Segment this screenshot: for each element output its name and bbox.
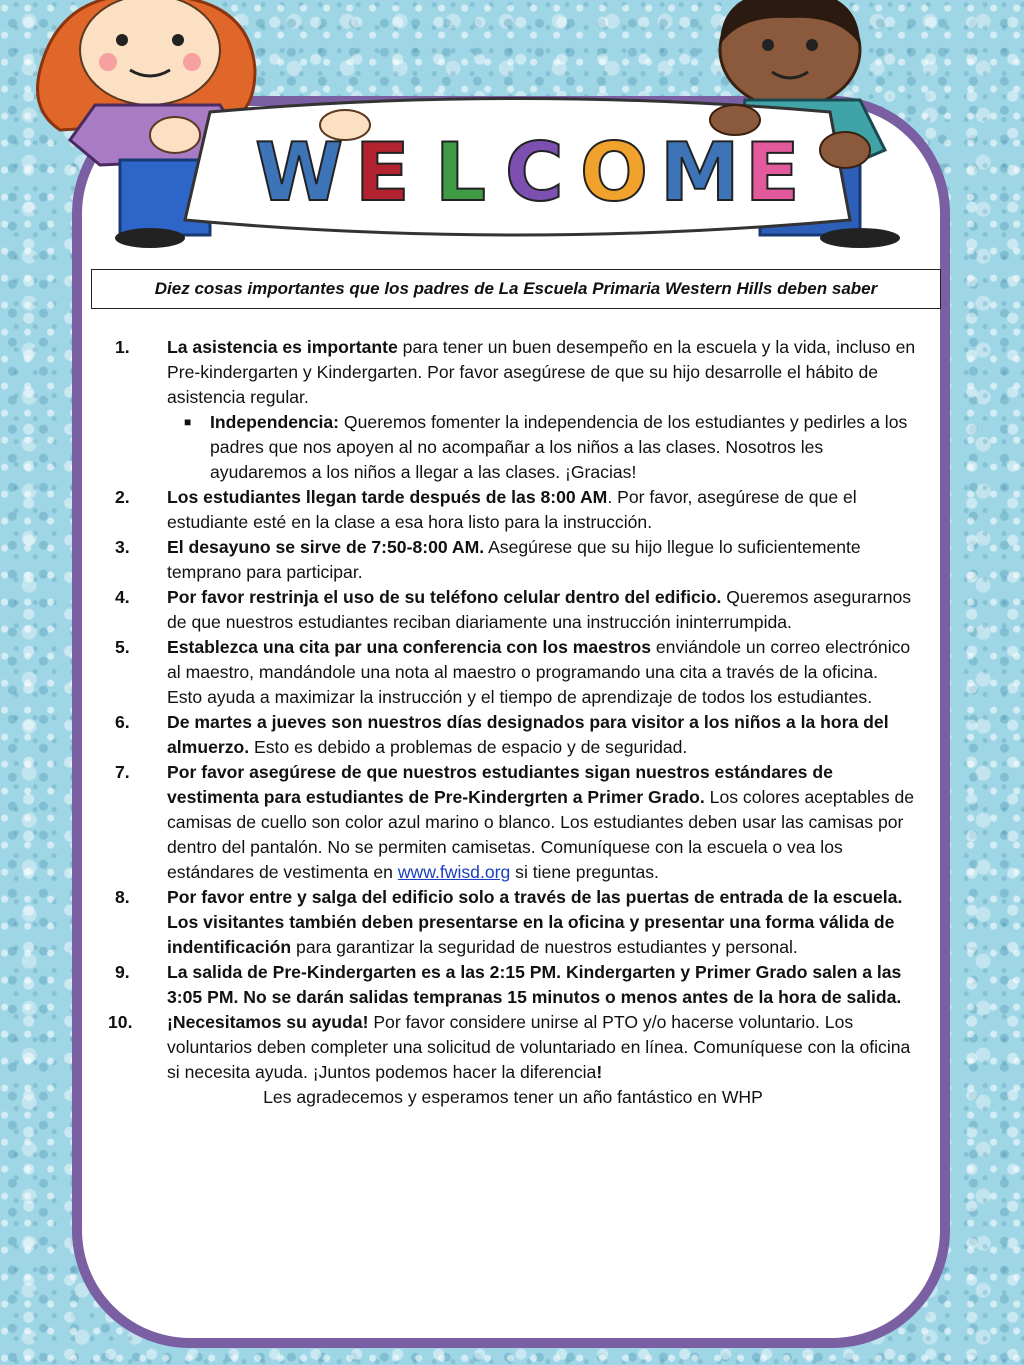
- item-text: [167, 1010, 918, 1085]
- item-bold-text: Los estudiantes llegan tarde después de las 8:00 AM: [167, 487, 608, 507]
- item-bold-text: De martes a jueves son nuestros días designados para visitor a los niños a la hora del almuerzo.: [167, 712, 889, 757]
- list-item: [108, 585, 918, 635]
- welcome-letter: C: [505, 126, 564, 219]
- sub-list-item: [184, 410, 918, 485]
- girl-face: [80, 0, 220, 105]
- list-item: [108, 535, 918, 585]
- welcome-letter: E: [355, 126, 410, 219]
- item-bold-text: Por favor entre y salga del edificio solo a través de las puertas de entrada de la escuela. Los visitantes también deben presentarse en la oficina y presentar una forma válida de indentificación: [167, 887, 903, 957]
- item-text: [167, 760, 918, 885]
- item-bold-text: !: [596, 1062, 603, 1082]
- item-number: 9.: [115, 962, 130, 982]
- page-title: Diez cosas importantes que los padres de La Escuela Primaria Western Hills deben saber: [91, 269, 941, 309]
- item-text: [167, 535, 918, 585]
- welcome-letter: L: [435, 126, 486, 219]
- item-bold-text: El desayuno se sirve de 7:50-8:00 AM.: [167, 537, 485, 557]
- item-number: 2.: [115, 487, 130, 507]
- item-text: [167, 585, 918, 635]
- item-text: [167, 635, 918, 710]
- item-bold-text: Establezca una cita par una conferencia con los maestros: [167, 637, 651, 657]
- welcome-letter: W: [255, 126, 344, 219]
- tips-list: [108, 335, 918, 1110]
- item-body-text: . Por favor, asegúrese de que el estudiante esté en la clase a esa hora listo para la instrucción.: [167, 487, 857, 532]
- item-bold-text: Por favor asegúrese de que nuestros estudiantes sigan nuestros estándares de vestimenta para estudiantes de Pre-Kindergrten a Primer Grado.: [167, 762, 833, 807]
- item-text: [167, 885, 918, 960]
- item-number: 10.: [108, 1012, 133, 1032]
- square-bullet-icon: ■: [184, 415, 192, 429]
- list-item: [108, 960, 918, 1010]
- dress-code-link[interactable]: www.fwisd.org: [397, 862, 511, 882]
- item-bold-text: La asistencia es importante: [167, 337, 398, 357]
- sub-item-text: [210, 410, 918, 485]
- sub-item-bold: Independencia:: [210, 412, 340, 432]
- welcome-letter: O: [580, 126, 649, 219]
- item-body-text: enviándole un correo electrónico al maestro, mandándole una nota al maestro o programando una cita a través de la oficina. Esto ayuda a maximizar la instrucción y el tiempo de aprendizaje de todos los estudiantes.: [167, 637, 911, 707]
- item-number: 6.: [115, 712, 130, 732]
- item-body-text: si tiene preguntas.: [510, 862, 659, 882]
- welcome-letter: E: [745, 126, 800, 219]
- closing-message: Les agradecemos y esperamos tener un año fantástico en WHP: [263, 1087, 763, 1107]
- item-body-text: Asegúrese que su hijo llegue lo suficientemente temprano para participar.: [167, 537, 861, 582]
- item-bold-text: ¡Necesitamos su ayuda!: [167, 1012, 369, 1032]
- welcome-banner-illustration: [0, 0, 1024, 260]
- item-body-text: Queremos asegurarnos de que nuestros estudiantes reciban diariamente una instrucción ininterrumpida.: [167, 587, 912, 632]
- item-number: 4.: [115, 587, 130, 607]
- welcome-letters: [255, 126, 800, 219]
- welcome-letter: M: [660, 126, 740, 219]
- list-item: [108, 760, 918, 885]
- list-item: [108, 885, 918, 960]
- item-body-text: Esto es debido a problemas de espacio y de seguridad.: [249, 737, 688, 757]
- item-number: 3.: [115, 537, 130, 557]
- item-number: 5.: [115, 637, 130, 657]
- item-text: [167, 485, 918, 535]
- item-bold-text: La salida de Pre-Kindergarten es a las 2:15 PM. Kindergarten y Primer Grado salen a las 3:05 PM. No se darán salidas tempranas 15 minutos o menos antes de la hora de salida.: [167, 962, 902, 1007]
- item-number: 1.: [115, 337, 130, 357]
- item-number: 7.: [115, 762, 130, 782]
- list-item: [108, 710, 918, 760]
- list-item: [108, 635, 918, 710]
- item-number: 8.: [115, 887, 130, 907]
- list-item: [108, 1010, 918, 1085]
- list-item: [108, 485, 918, 535]
- item-text: [167, 335, 918, 410]
- item-bold-text: Por favor restrinja el uso de su teléfono celular dentro del edificio.: [167, 587, 722, 607]
- item-body-text: para garantizar la seguridad de nuestros estudiantes y personal.: [291, 937, 798, 957]
- item-body-text: para tener un buen desempeño en la escuela y la vida, incluso en Pre-kindergarten y Kindergarten. Por favor asegúrese de que su hijo desarrolle el hábito de asistencia regular.: [167, 337, 916, 407]
- item-text: [167, 960, 918, 1010]
- item-text: [167, 710, 918, 760]
- item-body-text: Los colores aceptables de camisas de cuello son color azul marino o blanco. Los estudiantes deben usar las camisas por dentro del pantalón. No se permiten camisetas. Comuníquese con la escuela o vea los estándares de vestimenta en: [167, 787, 915, 882]
- item-body-text: Por favor considere unirse al PTO y/o hacerse voluntario. Los voluntarios deben completer una solicitud de voluntariado en línea. Comuníquese con la oficina si necesita ayuda. ¡Juntos podemos hacer la diferencia: [167, 1012, 911, 1082]
- sub-item-body: Queremos fomenter la independencia de los estudiantes y pedirles a los padres que nos apoyen al no acompañar a los niños a las clases. Nosotros les ayudaremos a los niños a llegar a las clases. ¡Gracias!: [210, 412, 908, 482]
- list-item: [108, 335, 918, 410]
